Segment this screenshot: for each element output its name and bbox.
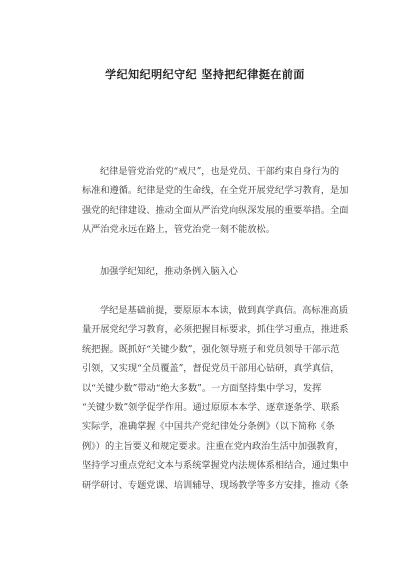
- section-heading: 加强学纪知纪，推动条例入脑入心: [100, 266, 238, 277]
- document-title: 学纪知纪明纪守纪 坚持把纪律挺在前面: [105, 68, 305, 81]
- paragraph-line: 从严治党永远在路上，管党治党一刻不能放松。: [82, 224, 275, 236]
- paragraph-intro: [82, 162, 352, 240]
- paragraph-line: 强党的纪律建设、推动全面从严治党向纵深发展的重要举措。全面: [82, 204, 349, 216]
- paragraph-line: 标准和遵循。纪律是党的生命线，在全党开展党纪学习教育，是加: [82, 185, 349, 197]
- paragraph-line: 纪律是管党治党的“戒尺”，也是党员、干部约束自身行为的: [100, 166, 340, 177]
- paragraph-line: 统把握。既抓好“关键少数”，强化领导班子和党员领导干部示范: [82, 343, 340, 355]
- paragraph-line: 坚持学习重点党纪文本与系统掌握党内法规体系相结合，通过集中: [82, 460, 349, 472]
- paragraph-line: 研学研讨、专题党课、培训辅导、现场教学等多方安排，推动《条: [82, 479, 349, 491]
- paragraph-line: 以“关键少数”带动“绝大多数”。一方面坚持集中学习，发挥: [82, 382, 322, 394]
- paragraph-line: “关键少数”领学促学作用。通过原原本本学、逐章逐条学、联系: [82, 402, 340, 414]
- paragraph-body: [82, 301, 352, 495]
- paragraph-line: 例》）的主旨要义和规定要求。注重在党内政治生活中加强教育，: [82, 440, 344, 452]
- paragraph-line: 实际学，准确掌握《中国共产党纪律处分条例》（以下简称《条: [82, 421, 335, 433]
- paragraph-line: 引领，又实现“全员覆盖”，督促党员干部用心钻研，真学真信，: [82, 363, 340, 375]
- paragraph-line: 学纪是基础前提，要原原本本读，做到真学真信。高标准高质: [100, 305, 349, 316]
- paragraph-line: 量开展党纪学习教育，必须把握目标要求，抓住学习重点，推进系: [82, 324, 349, 336]
